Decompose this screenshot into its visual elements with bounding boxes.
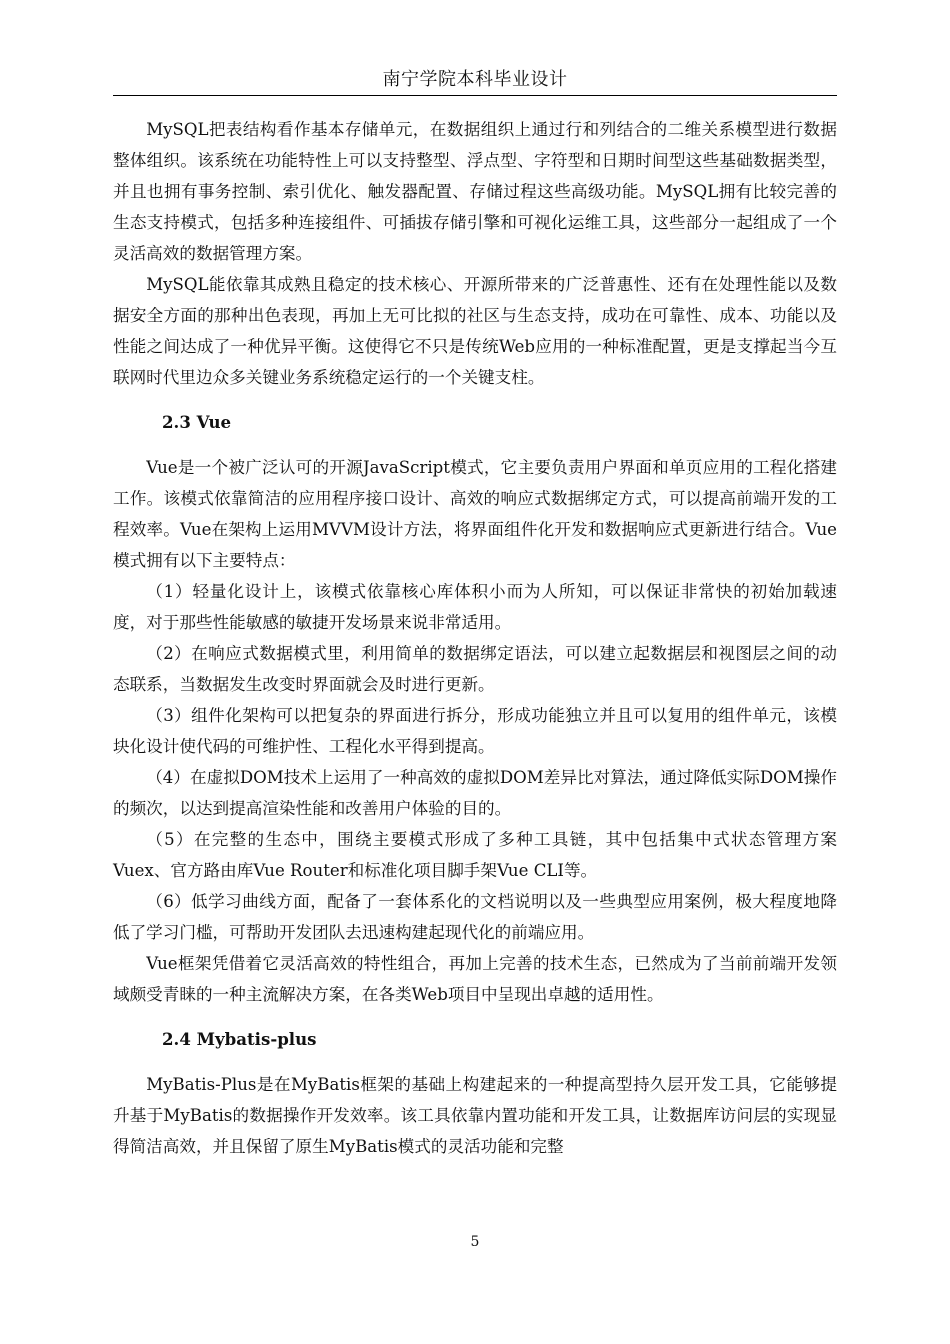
section-heading-vue: 2.3 Vue [162,412,232,432]
page-number: 5 [470,1234,480,1250]
paragraph-vue-summary: Vue框架凭借着它灵活高效的特性组合，再加上完善的技术生态，已然成为了当前前端开发领域颇受青睐的一种主流解决方案，在各类Web项目中呈现出卓越的适用性。 [113,954,837,1004]
paragraph-vue-intro: Vue是一个被广泛认可的开源JavaScript模式，它主要负责用户界面和单页应用的工程化搭建工作。该模式依靠简洁的应用程序接口设计、高效的响应式数据绑定方式，可以提高前端开发的工程效率。Vue在架构上运用MVVM设计方法，将界面组件化开发和数据响应式更新进行结合。Vue模式拥有以下主要特点： [113,458,837,570]
list-item-vue-learning-curve: （6）低学习曲线方面，配备了一套体系化的文档说明以及一些典型应用案例，极大程度地降低了学习门槛，可帮助开发团队去迅速构建起现代化的前端应用。 [113,892,837,942]
list-item-vue-components: （3）组件化架构可以把复杂的界面进行拆分，形成功能独立并且可以复用的组件单元，该模块化设计使代码的可维护性、工程化水平得到提高。 [113,706,837,756]
paragraph-mysql-advantages: MySQL能依靠其成熟且稳定的技术核心、开源所带来的广泛普惠性、还有在处理性能以及数据安全方面的那种出色表现，再加上无可比拟的社区与生态支持，成功在可靠性、成本、功能以及性能之间达成了一种优异平衡。这使得它不只是传统Web应用的一种标准配置，更是支撑起当今互联网时代里边众多关键业务系统稳定运行的一个关键支柱。 [113,275,837,387]
list-item-vue-reactive: （2）在响应式数据模式里，利用简单的数据绑定语法，可以建立起数据层和视图层之间的动态联系，当数据发生改变时界面就会及时进行更新。 [113,644,837,694]
header-divider [113,95,837,96]
paragraph-mybatis-plus-intro: MyBatis-Plus是在MyBatis框架的基础上构建起来的一种提高型持久层开发工具，它能够提升基于MyBatis的数据操作开发效率。该工具依靠内置功能和开发工具，让数据库访问层的实现显得简洁高效，并且保留了原生MyBatis模式的灵活功能和完整 [113,1075,837,1156]
page-body [113,114,837,1162]
page-header: 南宁学院本科毕业设计 [382,69,568,90]
list-item-vue-ecosystem: （5）在完整的生态中，围绕主要模式形成了多种工具链，其中包括集中式状态管理方案Vuex、官方路由库Vue Router和标准化项目脚手架Vue CLI等。 [113,830,837,880]
section-heading-mybatis-plus: 2.4 Mybatis-plus [162,1029,317,1049]
list-item-vue-virtual-dom: （4）在虚拟DOM技术上运用了一种高效的虚拟DOM差异比对算法，通过降低实际DOM操作的频次，以达到提高渲染性能和改善用户体验的目的。 [113,768,837,818]
paragraph-mysql-structure: MySQL把表结构看作基本存储单元，在数据组织上通过行和列结合的二维关系模型进行数据整体组织。该系统在功能特性上可以支持整型、浮点型、字符型和日期时间型这些基础数据类型，并且也拥有事务控制、索引优化、触发器配置、存储过程这些高级功能。MySQL拥有比较完善的生态支持模式，包括多种连接组件、可插拔存储引擎和可视化运维工具，这些部分一起组成了一个灵活高效的数据管理方案。 [113,120,837,263]
list-item-vue-lightweight: （1）轻量化设计上，该模式依靠核心库体积小而为人所知，可以保证非常快的初始加载速度，对于那些性能敏感的敏捷开发场景来说非常适用。 [113,582,837,632]
